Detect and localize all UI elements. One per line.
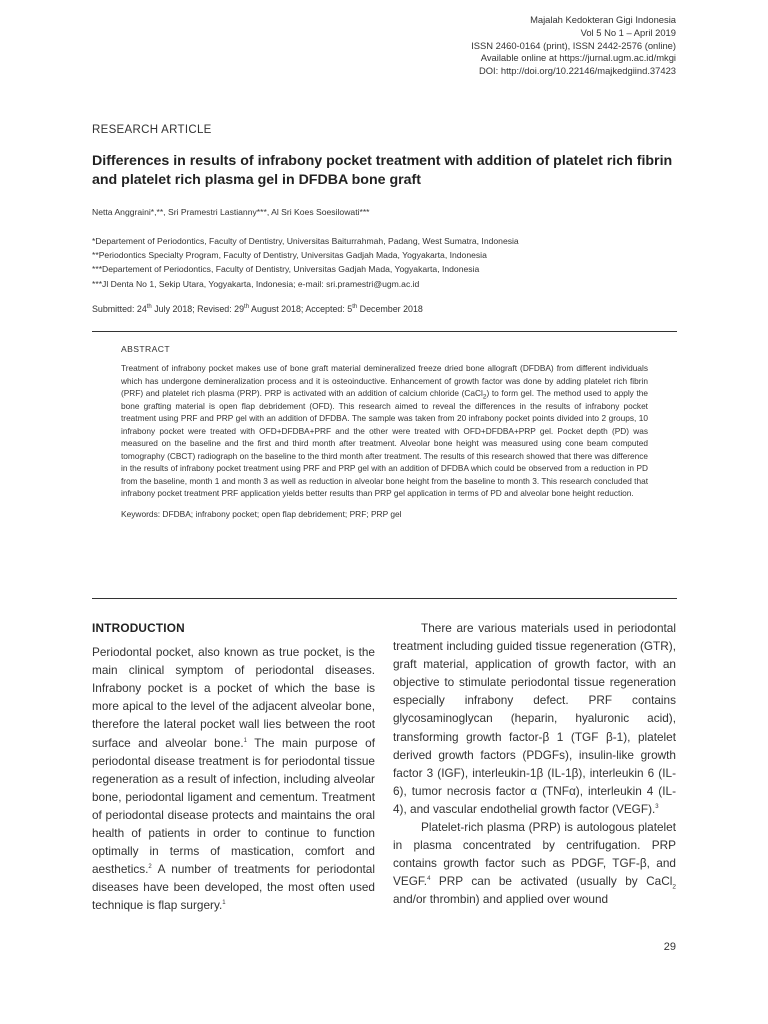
paragraph-text: The main purpose of periodontal disease treatment is for periodontal tissue regeneration as a result of infection, including alveolar bone, periodontal ligament and cementum. Treatment of periodontal disease protects and maintains the oral health of patients in order to continue to function optimally in terms of mastication, comfort and aesthetics.	[92, 735, 376, 877]
introduction-paragraph	[393, 818, 676, 908]
affiliation-item: ***Departement of Periodontics, Faculty of Dentistry, Universitas Gadjah Mada, Yogyakarta, Indonesia	[92, 264, 480, 275]
introduction-right-column	[393, 619, 676, 909]
paragraph-text: A number of treatments for periodontal diseases have been developed, the most often used technique is flap surgery.	[92, 862, 375, 913]
paragraph-text: Periodontal pocket, also known as true pocket, is the main clinical symptom of periodontal diseases. Infrabony pocket is a pocket of which the base is more apical to the level of the adjacent alveolar bone, therefore the lateral pocket wall lies between the root surface and alveolar bone.	[92, 645, 375, 750]
citation-ref: 4	[427, 876, 431, 883]
citation-ref: 2	[148, 864, 152, 871]
paragraph-text: and/or thrombin) and applied over wound	[393, 892, 609, 907]
journal-doi: DOI: http://doi.org/10.22146/majkedgiind.37423	[478, 65, 676, 77]
keywords: Keywords: DFDBA; infrabony pocket; open flap debridement; PRF; PRP gel	[121, 508, 402, 519]
paragraph-text: Platelet-rich plasma (PRP) is autologous platelet in plasma concentrated by centrifugation. PRP contains growth factor such as PDGF, TGF-β, and VEGF.	[393, 820, 676, 889]
citation-ref: 1	[222, 900, 226, 907]
date-ordinal: th	[352, 304, 358, 311]
journal-volume: Vol 5 No 1 – April 2019	[580, 26, 676, 38]
introduction-heading: INTRODUCTION	[92, 621, 185, 635]
abstract-top-divider	[92, 331, 677, 332]
submission-dates	[92, 304, 423, 314]
accepted-date: August 2018; Accepted: 5	[249, 304, 353, 314]
citation-ref: 1	[243, 737, 247, 744]
journal-available-online: Available online at https://jurnal.ugm.ac.id/mkgi	[480, 52, 676, 64]
paragraph-text: There are various materials used in periodontal treatment including guided tissue regeneration (GTR), graft material, application of growth factor, with an objective to stimulate periodontal tissue regeneration especially infrabony defect. PRF contains glycosaminoglycan (heparin, hyaluronic acid), transforming growth factor-β 1 (TGF β-1), platelet derived growth factors (PDGFs), insulin-like growth factor 3 (IGF), interleukin-1β (IL-1β), interleukin 6 (IL-6), tumor necrosis factor α (TNFα), interleukin 4 (IL-4), and vascular endothelial growth factor (VEGF).	[393, 621, 676, 816]
affiliation-list	[92, 234, 519, 291]
submitted-date: Submitted: 24	[92, 304, 147, 314]
abstract-text: Treatment of infrabony pocket makes use of bone graft material demineralized freeze dried bone allograft (DFDBA) from different individuals which has undergone demineralization process and it is osteoinductive. Enhancement of growth factor was done by adding platelet rich fibrin (PRF) and platelet rich plasma (PRP). PRP is activated with an addition of calcium chloride (CaCl	[121, 363, 648, 398]
abstract-heading: ABSTRACT	[121, 344, 171, 354]
article-title: Differences in results of infrabony pocket treatment with addition of platelet rich fibrin and platelet rich plasma gel in DFDBA bone graft	[92, 153, 673, 188]
revised-date: July 2018; Revised: 29	[151, 304, 245, 314]
journal-issn: ISSN 2460-0164 (print), ISSN 2442-2576 (online)	[471, 39, 676, 51]
affiliation-item: ***Jl Denta No 1, Sekip Utara, Yogyakarta, Indonesia; e-mail: sri.pramestri@ugm.ac.id	[92, 278, 420, 289]
page-number: 29	[663, 941, 676, 953]
abstract-section	[121, 344, 648, 519]
affiliation-item: **Periodontics Specialty Program, Faculty of Dentistry, Universitas Gadjah Mada, Yogyakarta, Indonesia	[92, 250, 487, 261]
citation-ref: 3	[655, 804, 659, 811]
introduction-left-column	[92, 619, 375, 915]
accepted-date-rest: December 2018	[357, 304, 423, 314]
introduction-paragraph	[393, 619, 676, 818]
subscript: 2	[482, 393, 487, 401]
abstract-text-continued: ) to form gel. The method used to apply the bone grafting material is open flap debridement (OFD). This research aimed to reveal the differences in the results of infrabony pocket treatment using PRF and PRP gel with an addition of DFDBA. The sample was taken from 20 infrabony pocket points divided into 2 groups, 10 infrabony pocket were treated with OFD+DFDBA+PRF and the other were treated with OFD+DFDBA+PRP gel. Pocket depth (PD) was measured on the baseline and the first and third month after treatment. Alveolar bone height was measured using cone beam computed tomography (CBCT) radiograph on the baseline to the third month after treatment. The results of this research showed that there was difference in the results of infrabony pocket treatment using PRF and PRP gel with an addition of DFDBA which could be observed from a reduction in PD from the baseline, month 1 and month 3 as well as reduction in alveolar bone height from the baseline to month 3. This research concluded that infrabony pocket treatment PRF application yields better results than PRP gel application in terms of PD and alveolar bone height reduction.	[121, 388, 648, 498]
article-type-label: RESEARCH ARTICLE	[92, 124, 212, 136]
abstract-body	[121, 362, 648, 500]
author-list: Netta Anggraini*,**, Sri Pramestri Lastianny***, Al Sri Koes Soesilowati***	[92, 207, 370, 217]
subscript: 2	[672, 883, 676, 891]
date-ordinal: th	[146, 304, 152, 311]
date-ordinal: th	[244, 304, 250, 311]
paragraph-text: PRP can be activated (usually by CaCl	[430, 874, 673, 889]
affiliation-item: *Departement of Periodontics, Faculty of Dentistry, Universitas Baiturrahmah, Padang, West Sumatra, Indonesia	[92, 236, 519, 246]
journal-name: Majalah Kedokteran Gigi Indonesia	[530, 14, 676, 25]
abstract-bottom-divider	[92, 598, 677, 599]
journal-header	[471, 14, 676, 78]
introduction-paragraph	[92, 643, 375, 914]
